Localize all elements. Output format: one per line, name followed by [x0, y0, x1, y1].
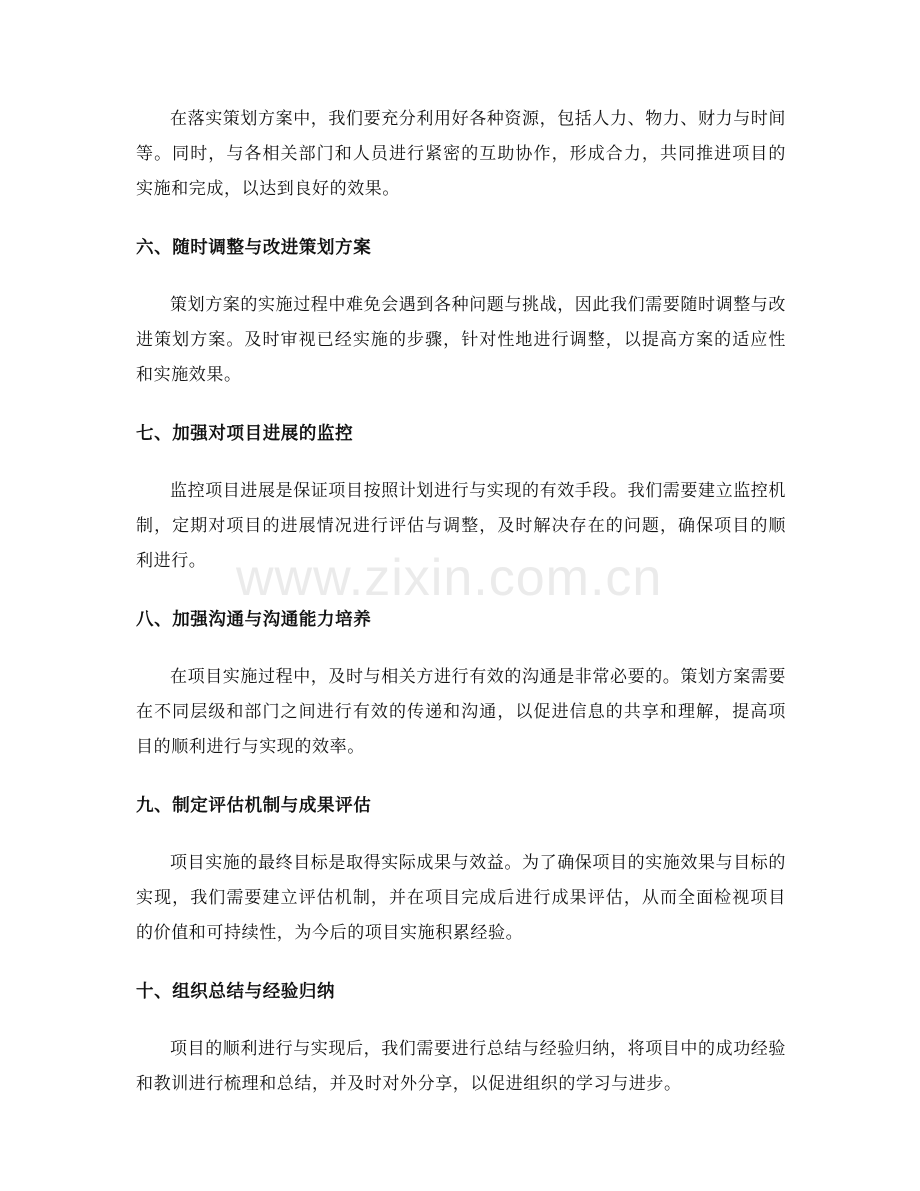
- section-heading: 九、制定评估机制与成果评估: [136, 796, 372, 816]
- section-paragraph: 监控项目进展是保证项目按照计划进行与实现的有效手段。我们需要建立监控机制，定期对项目的进展情况进行评估与调整，及时解决存在的问题，确保项目的顺利进行。: [136, 481, 786, 571]
- section-heading: 六、随时调整与改进策划方案: [136, 238, 372, 258]
- section-8: [136, 605, 786, 765]
- document-body: [136, 102, 786, 1102]
- section-9: [136, 791, 786, 951]
- intro-paragraph: 在落实策划方案中，我们要充分利用好各种资源，包括人力、物力、财力与时间等。同时，与各相关部门和人员进行紧密的互助协作，形成合力，共同推进项目的实施和完成，以达到良好的效果。: [136, 109, 786, 199]
- section-paragraph: 项目的顺利进行与实现后，我们需要进行总结与经验归纳，将项目中的成功经验和教训进行梳理和总结，并及时对外分享，以促进组织的学习与进步。: [136, 1039, 786, 1094]
- section-paragraph: 策划方案的实施过程中难免会遇到各种问题与挑战，因此我们需要随时调整与改进策划方案。及时审视已经实施的步骤，针对性地进行调整，以提高方案的适应性和实施效果。: [136, 295, 786, 385]
- section-10: [136, 977, 786, 1102]
- section-6: [136, 233, 786, 393]
- section-heading: 八、加强沟通与沟通能力培养: [136, 610, 372, 630]
- section-heading: 十、组织总结与经验归纳: [136, 982, 336, 1002]
- section-paragraph: 项目实施的最终目标是取得实际成果与效益。为了确保项目的实施效果与目标的实现，我们需要建立评估机制，并在项目完成后进行成果评估，从而全面检视项目的价值和可持续性，为今后的项目实施积累经验。: [136, 853, 786, 943]
- section-heading: 七、加强对项目进展的监控: [136, 424, 354, 444]
- section-paragraph: 在项目实施过程中，及时与相关方进行有效的沟通是非常必要的。策划方案需要在不同层级和部门之间进行有效的传递和沟通，以促进信息的共享和理解，提高项目的顺利进行与实现的效率。: [136, 667, 786, 757]
- watermark-text: www.zixin.com.cn: [236, 549, 663, 607]
- section-7: [136, 419, 786, 579]
